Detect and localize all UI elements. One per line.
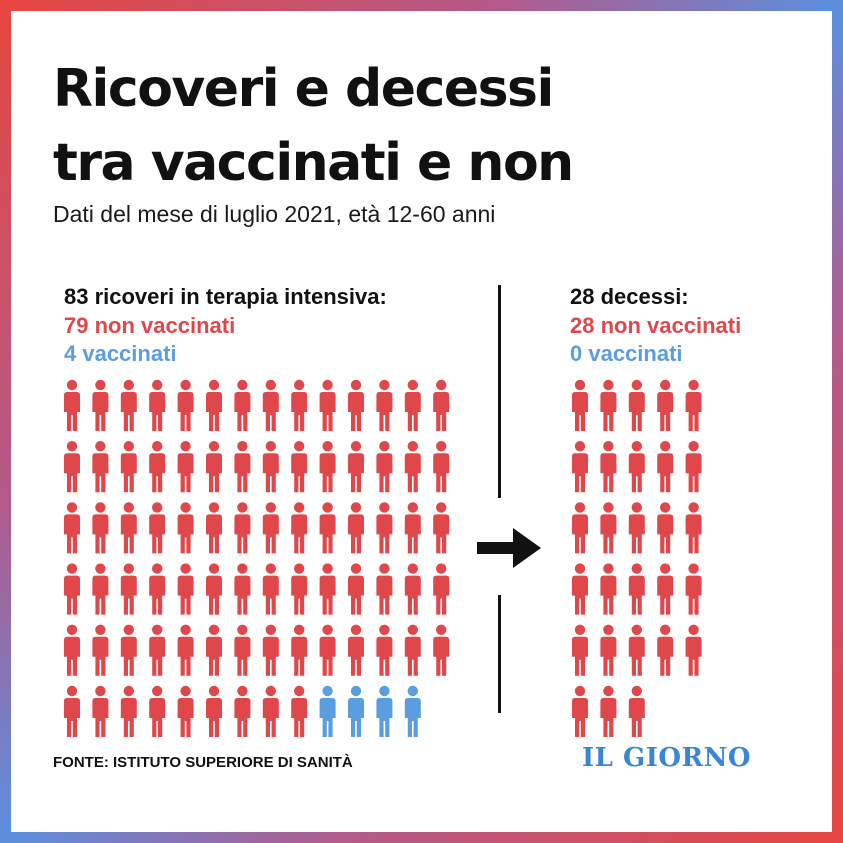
icu-unvaccinated-person-icon	[405, 380, 421, 431]
title-line-1: Ricoveri e decessi	[53, 59, 553, 119]
icu-unvaccinated-person-icon	[376, 502, 392, 553]
il-giorno-logo: IL GIORNO	[582, 743, 752, 773]
icu-unvaccinated-person-icon	[149, 441, 165, 492]
icu-vaccinated-person-icon	[320, 686, 336, 737]
deaths-unvaccinated-person-icon	[629, 686, 645, 737]
icu-unvaccinated-person-icon	[263, 441, 279, 492]
icu-unvaccinated-person-icon	[376, 380, 392, 431]
deaths-unvaccinated-person-icon	[629, 380, 645, 431]
deaths-unvaccinated-person-icon	[572, 686, 588, 737]
icu-vaccinated-label: 4 vaccinati	[64, 341, 177, 366]
deaths-unvaccinated-person-icon	[629, 502, 645, 553]
icu-unvaccinated-person-icon	[64, 502, 80, 553]
deaths-unvaccinated-person-icon	[686, 625, 702, 676]
icu-unvaccinated-person-icon	[405, 625, 421, 676]
deaths-unvaccinated-person-icon	[572, 441, 588, 492]
icu-unvaccinated-person-icon	[234, 563, 250, 614]
deaths-unvaccinated-person-icon	[686, 502, 702, 553]
icu-unvaccinated-person-icon	[291, 686, 307, 737]
icu-unvaccinated-person-icon	[263, 563, 279, 614]
icu-unvaccinated-person-icon	[263, 502, 279, 553]
deaths-unvaccinated-person-icon	[657, 380, 673, 431]
source-note: FONTE: ISTITUTO SUPERIORE DI SANITÀ	[53, 754, 353, 771]
icu-unvaccinated-person-icon	[263, 625, 279, 676]
icu-unvaccinated-person-icon	[64, 625, 80, 676]
icu-unvaccinated-person-icon	[291, 502, 307, 553]
icu-unvaccinated-person-icon	[149, 502, 165, 553]
icu-vaccinated-person-icon	[348, 686, 364, 737]
icu-unvaccinated-person-icon	[433, 563, 449, 614]
icu-unvaccinated-person-icon	[64, 441, 80, 492]
icu-unvaccinated-person-icon	[348, 625, 364, 676]
icu-unvaccinated-person-icon	[149, 380, 165, 431]
icu-unvaccinated-person-icon	[206, 441, 222, 492]
icu-unvaccinated-person-icon	[149, 686, 165, 737]
icu-unvaccinated-person-icon	[433, 441, 449, 492]
icu-unvaccinated-person-icon	[348, 441, 364, 492]
icu-unvaccinated-person-icon	[206, 563, 222, 614]
icu-unvaccinated-person-icon	[348, 502, 364, 553]
icu-unvaccinated-person-icon	[320, 502, 336, 553]
deaths-unvaccinated-person-icon	[686, 380, 702, 431]
icu-unvaccinated-person-icon	[376, 441, 392, 492]
icu-unvaccinated-person-icon	[376, 563, 392, 614]
icu-heading: 83 ricoveri in terapia intensiva:	[64, 284, 387, 309]
icu-unvaccinated-person-icon	[234, 502, 250, 553]
icu-unvaccinated-person-icon	[263, 380, 279, 431]
icu-unvaccinated-person-icon	[320, 380, 336, 431]
icu-unvaccinated-person-icon	[291, 441, 307, 492]
icu-unvaccinated-person-icon	[64, 380, 80, 431]
icu-unvaccinated-label: 79 non vaccinati	[64, 313, 236, 338]
deaths-unvaccinated-person-icon	[600, 380, 616, 431]
icu-vaccinated-person-icon	[376, 686, 392, 737]
icu-unvaccinated-person-icon	[178, 563, 194, 614]
deaths-vaccinated-label: 0 vaccinati	[570, 341, 683, 366]
icu-unvaccinated-person-icon	[178, 625, 194, 676]
chart-subtitle: Dati del mese di luglio 2021, età 12-60 anni	[53, 201, 496, 227]
icu-unvaccinated-person-icon	[376, 625, 392, 676]
deaths-unvaccinated-person-icon	[600, 625, 616, 676]
icu-unvaccinated-person-icon	[291, 380, 307, 431]
icu-unvaccinated-person-icon	[92, 625, 108, 676]
deaths-unvaccinated-person-icon	[600, 686, 616, 737]
deaths-unvaccinated-person-icon	[600, 563, 616, 614]
icu-unvaccinated-person-icon	[92, 441, 108, 492]
deaths-unvaccinated-person-icon	[629, 563, 645, 614]
icu-unvaccinated-person-icon	[405, 563, 421, 614]
icu-unvaccinated-person-icon	[320, 625, 336, 676]
icu-unvaccinated-person-icon	[149, 563, 165, 614]
icu-unvaccinated-person-icon	[234, 686, 250, 737]
icu-unvaccinated-person-icon	[206, 502, 222, 553]
icu-unvaccinated-person-icon	[433, 625, 449, 676]
icu-unvaccinated-person-icon	[405, 502, 421, 553]
icu-unvaccinated-person-icon	[206, 380, 222, 431]
icu-unvaccinated-person-icon	[206, 625, 222, 676]
deaths-unvaccinated-person-icon	[657, 625, 673, 676]
icu-unvaccinated-person-icon	[433, 380, 449, 431]
icu-unvaccinated-person-icon	[405, 441, 421, 492]
icu-unvaccinated-person-icon	[64, 563, 80, 614]
icu-unvaccinated-person-icon	[92, 502, 108, 553]
icu-unvaccinated-person-icon	[121, 686, 137, 737]
icu-unvaccinated-person-icon	[149, 625, 165, 676]
icu-unvaccinated-person-icon	[433, 502, 449, 553]
icu-unvaccinated-person-icon	[178, 502, 194, 553]
icu-unvaccinated-person-icon	[178, 686, 194, 737]
deaths-unvaccinated-person-icon	[572, 563, 588, 614]
icu-unvaccinated-person-icon	[178, 380, 194, 431]
icu-vaccinated-person-icon	[405, 686, 421, 737]
icu-unvaccinated-person-icon	[121, 380, 137, 431]
icu-unvaccinated-person-icon	[234, 380, 250, 431]
icu-unvaccinated-person-icon	[234, 441, 250, 492]
deaths-unvaccinated-person-icon	[686, 563, 702, 614]
icu-unvaccinated-person-icon	[64, 686, 80, 737]
icu-unvaccinated-person-icon	[178, 441, 194, 492]
icu-unvaccinated-person-icon	[320, 563, 336, 614]
icu-unvaccinated-person-icon	[320, 441, 336, 492]
deaths-unvaccinated-person-icon	[629, 441, 645, 492]
deaths-unvaccinated-person-icon	[600, 502, 616, 553]
icu-unvaccinated-person-icon	[121, 563, 137, 614]
deaths-unvaccinated-person-icon	[657, 502, 673, 553]
icu-unvaccinated-person-icon	[121, 625, 137, 676]
deaths-unvaccinated-person-icon	[629, 625, 645, 676]
icu-unvaccinated-person-icon	[92, 563, 108, 614]
icu-unvaccinated-person-icon	[121, 441, 137, 492]
icu-unvaccinated-person-icon	[92, 380, 108, 431]
deaths-unvaccinated-person-icon	[572, 380, 588, 431]
icu-unvaccinated-person-icon	[263, 686, 279, 737]
icu-unvaccinated-person-icon	[291, 563, 307, 614]
icu-unvaccinated-person-icon	[234, 625, 250, 676]
deaths-unvaccinated-person-icon	[657, 441, 673, 492]
icu-unvaccinated-person-icon	[121, 502, 137, 553]
deaths-heading: 28 decessi:	[570, 284, 689, 309]
icu-unvaccinated-person-icon	[206, 686, 222, 737]
title-line-2: tra vaccinati e non	[53, 133, 573, 193]
deaths-unvaccinated-label: 28 non vaccinati	[570, 313, 742, 338]
icu-unvaccinated-person-icon	[348, 563, 364, 614]
icu-unvaccinated-person-icon	[92, 686, 108, 737]
deaths-unvaccinated-person-icon	[572, 502, 588, 553]
icu-unvaccinated-person-icon	[348, 380, 364, 431]
deaths-unvaccinated-person-icon	[572, 625, 588, 676]
deaths-unvaccinated-person-icon	[657, 563, 673, 614]
deaths-unvaccinated-person-icon	[686, 441, 702, 492]
icu-unvaccinated-person-icon	[291, 625, 307, 676]
deaths-unvaccinated-person-icon	[600, 441, 616, 492]
